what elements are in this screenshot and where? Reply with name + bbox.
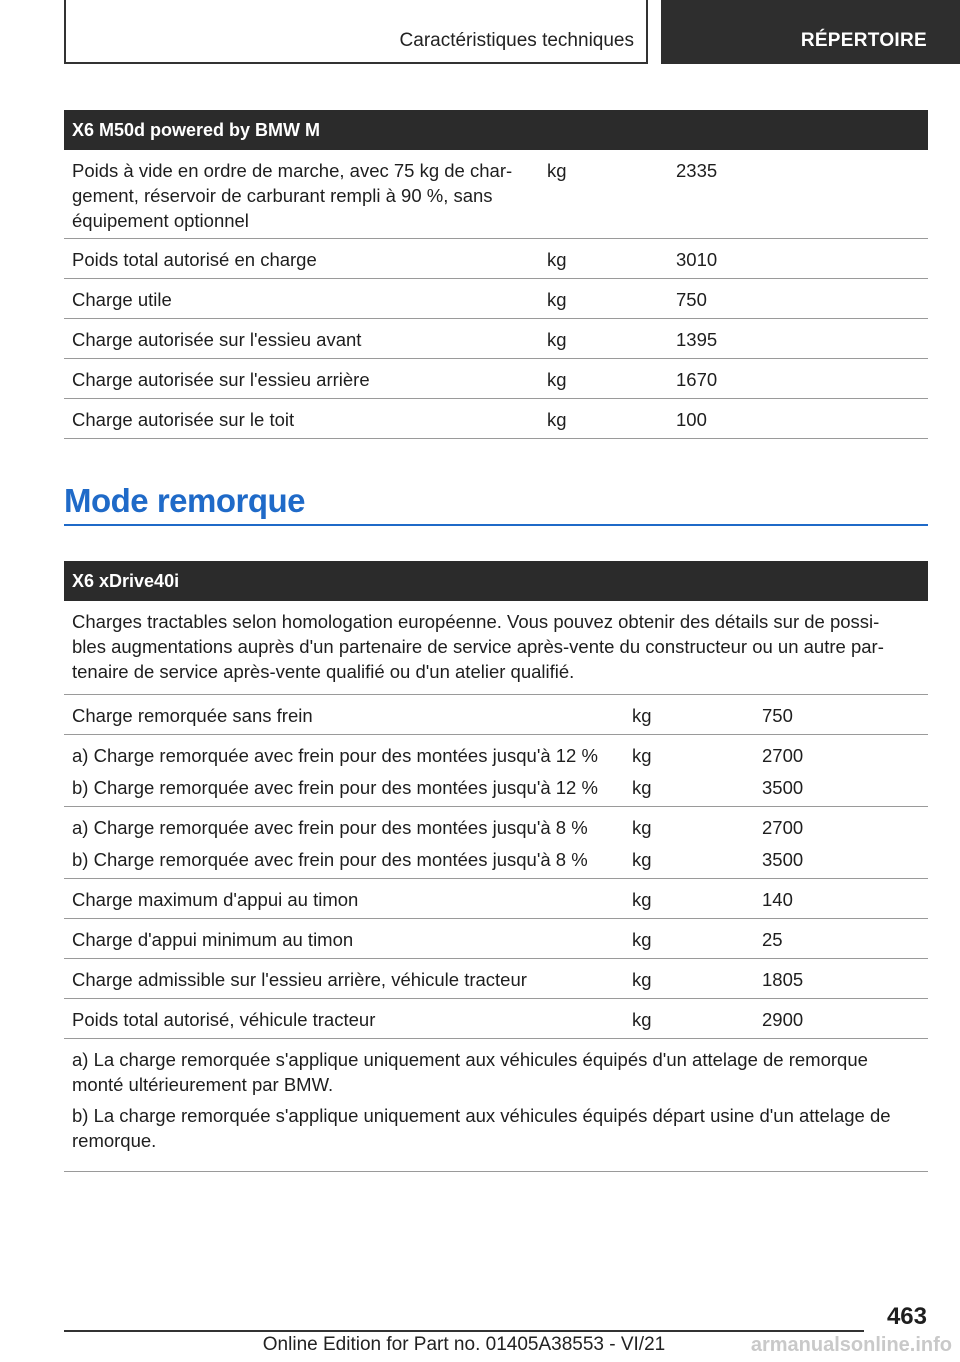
section-tab-label: Caractéristiques techniques — [399, 30, 634, 51]
row-label: a) Charge remorquée avec frein pour des montées jusqu'à 8 % — [72, 817, 588, 838]
footer-divider — [64, 1330, 864, 1332]
section-tab[interactable] — [64, 0, 648, 64]
table-row-group — [64, 807, 928, 879]
table-row-group — [64, 735, 928, 807]
row-label: Charge autorisée sur l'essieu arrière — [72, 369, 370, 390]
row-label: Charge d'appui minimum au timon — [72, 929, 354, 950]
row-value: 2900 — [762, 1009, 804, 1030]
table-title: X6 M50d powered by BMW M — [64, 110, 928, 150]
table-row — [64, 999, 928, 1039]
row-value: 3500 — [762, 777, 804, 798]
row-value: 140 — [762, 889, 793, 910]
table-row — [64, 150, 928, 239]
row-label: b) Charge remorquée avec frein pour des montées jusqu'à 12 % — [72, 777, 598, 798]
edition-text: Online Edition for Part no. 01405A38553 - VI/21 — [262, 1334, 666, 1355]
section-heading: Mode remorque — [64, 482, 306, 519]
row-label: Poids à vide en ordre de marche, avec 75 kg de char‐ gement, réservoir de carburant rempli à 90 %, sans équipement optionnel — [72, 160, 513, 231]
row-label: Charge utile — [72, 289, 172, 310]
table-title: X6 xDrive40i — [64, 561, 928, 601]
row-value: 1670 — [676, 369, 718, 390]
row-unit: kg — [547, 369, 567, 390]
description-text: Charges tractables selon homologation européenne. Vous pouvez obtenir des détails sur de possi‐ bles augmentations auprès d'un partenaire de service après-vente du constructeur ou un autre par‐ tenaire de service après-vente qualifié ou d'un atelier qualifié. — [72, 611, 884, 682]
row-value: 2700 — [762, 817, 804, 838]
section-divider — [64, 524, 928, 526]
page-number: 463 — [886, 1303, 927, 1330]
table-footnotes — [64, 1039, 928, 1172]
row-value: 1395 — [676, 329, 718, 350]
row-value: 3500 — [762, 849, 804, 870]
row-label: Poids total autorisé, véhicule tracteur — [72, 1009, 376, 1030]
row-unit: kg — [632, 705, 652, 726]
table-row — [64, 279, 928, 319]
row-unit: kg — [547, 160, 567, 181]
watermark-logo: armanualsonline.info — [750, 1334, 952, 1356]
row-label: b) Charge remorquée avec frein pour des montées jusqu'à 8 % — [72, 849, 588, 870]
index-tab-label: RÉPERTOIRE — [800, 30, 927, 51]
row-label: Charge remorquée sans frein — [72, 705, 313, 726]
row-value: 1805 — [762, 969, 804, 990]
row-unit: kg — [632, 745, 652, 766]
row-unit: kg — [547, 289, 567, 310]
index-tab[interactable] — [661, 0, 960, 64]
row-unit: kg — [632, 929, 652, 950]
row-unit: kg — [632, 817, 652, 838]
table-row — [64, 735, 928, 767]
row-unit: kg — [632, 777, 652, 798]
footnote-b: b) La charge remorquée s'applique uniquement aux véhicules équipés départ usine d'un attelage de remorque. — [72, 1105, 891, 1151]
table-row — [64, 839, 928, 871]
table-row — [64, 959, 928, 999]
row-unit: kg — [632, 969, 652, 990]
table-row — [64, 359, 928, 399]
row-value: 25 — [762, 929, 783, 950]
row-label: Charge autorisée sur l'essieu avant — [72, 329, 362, 350]
table-row — [64, 919, 928, 959]
table-row — [64, 239, 928, 279]
table-row — [64, 879, 928, 919]
table-row — [64, 767, 928, 799]
row-unit: kg — [547, 329, 567, 350]
row-value: 100 — [676, 409, 707, 430]
row-unit: kg — [632, 889, 652, 910]
table-row — [64, 399, 928, 439]
table-row — [64, 695, 928, 735]
footnote-a: a) La charge remorquée s'applique uniquement aux véhicules équipés d'un attelage de remorque monté ultérieurement par BMW. — [72, 1049, 868, 1095]
table-description — [64, 601, 928, 695]
row-unit: kg — [632, 1009, 652, 1030]
row-value: 2700 — [762, 745, 804, 766]
table-row — [64, 319, 928, 359]
row-label: Charge autorisée sur le toit — [72, 409, 295, 430]
row-unit: kg — [632, 849, 652, 870]
row-value: 750 — [676, 289, 707, 310]
row-label: Charge admissible sur l'essieu arrière, véhicule tracteur — [72, 969, 527, 990]
towing-table-x6-xdrive40i — [64, 561, 928, 1172]
row-unit: kg — [547, 409, 567, 430]
row-unit: kg — [547, 249, 567, 270]
row-value: 2335 — [676, 160, 718, 181]
table-row — [64, 807, 928, 839]
specs-table-x6-m50d — [64, 110, 928, 439]
row-label: Poids total autorisé en charge — [72, 249, 317, 270]
row-value: 750 — [762, 705, 793, 726]
row-value: 3010 — [676, 249, 718, 270]
row-label: Charge maximum d'appui au timon — [72, 889, 359, 910]
row-label: a) Charge remorquée avec frein pour des montées jusqu'à 12 % — [72, 745, 598, 766]
